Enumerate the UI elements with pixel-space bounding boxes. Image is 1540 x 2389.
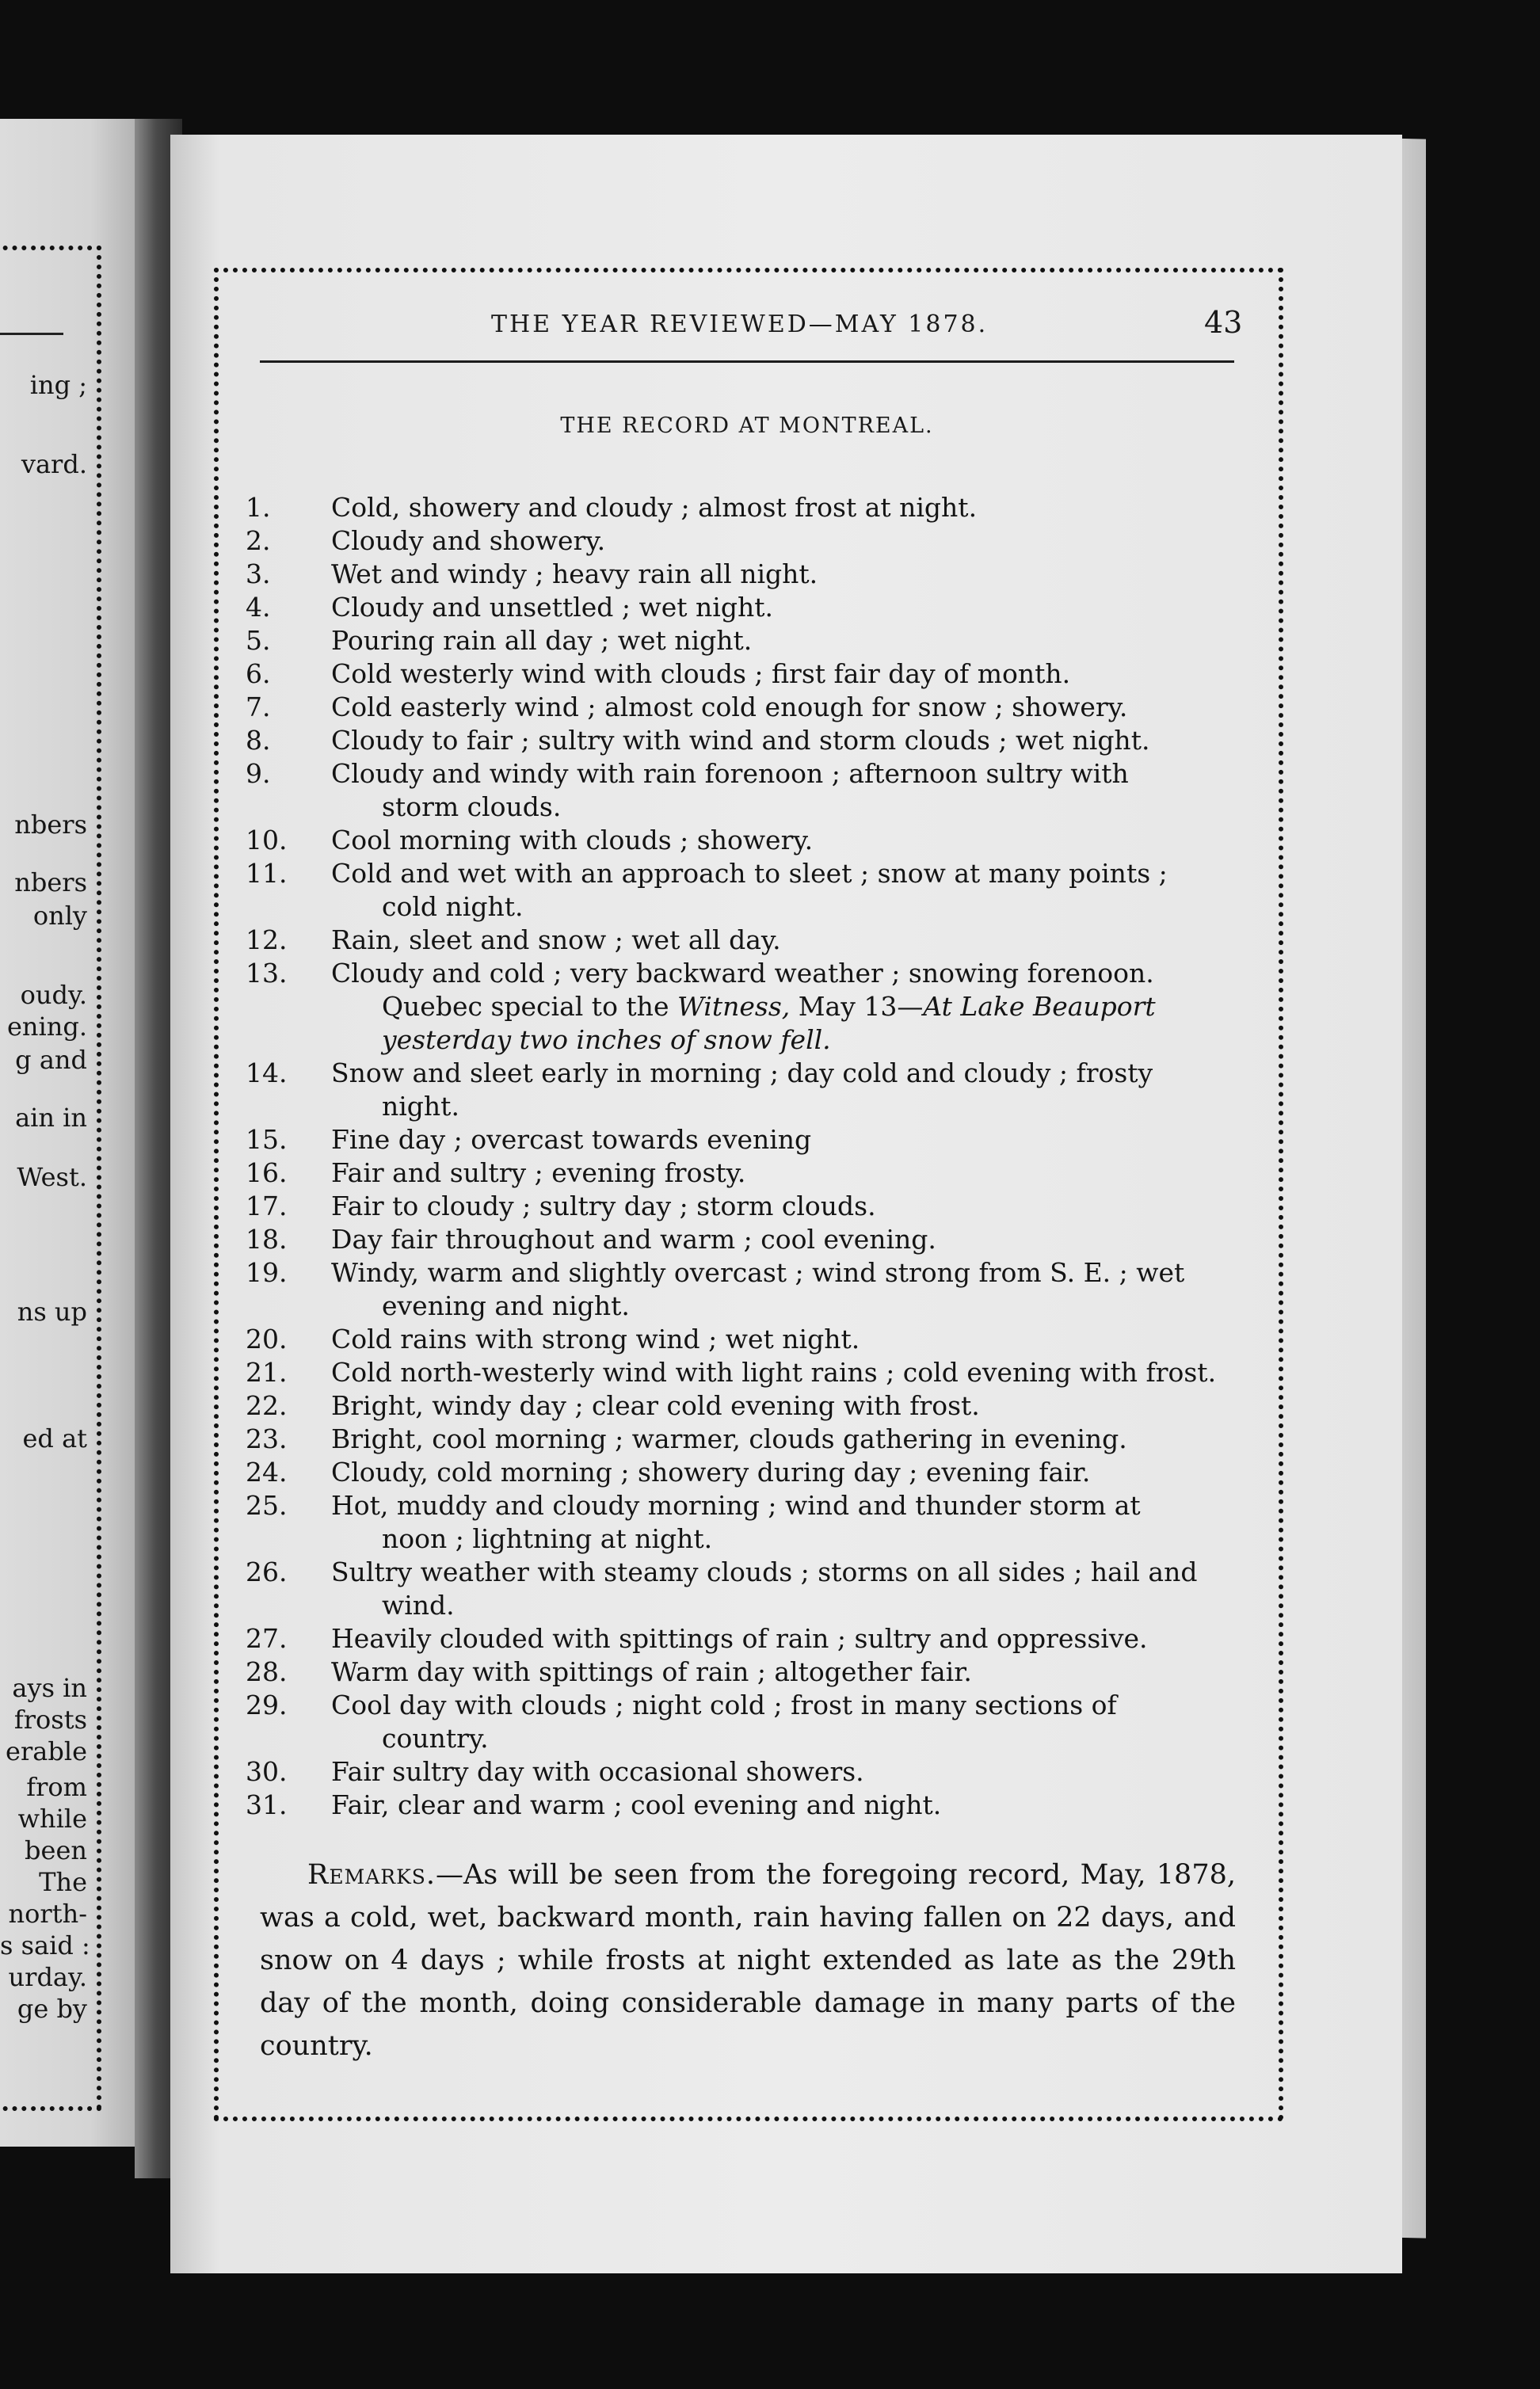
- record-entry: [246, 857, 1244, 924]
- entry-number: 29.: [246, 1690, 288, 1720]
- record-entry: [246, 824, 1244, 857]
- entry-number: 25.: [246, 1490, 288, 1521]
- entry-continuation: storm clouds.: [382, 791, 562, 822]
- left-page-line: ing ;: [29, 370, 87, 400]
- entry-number: 23.: [246, 1423, 288, 1454]
- entry-continuation: night.: [382, 1091, 459, 1122]
- page-number: 43: [1204, 305, 1243, 340]
- entry-number: 31.: [246, 1789, 288, 1820]
- record-entry: [246, 1656, 1244, 1689]
- record-entry: [246, 591, 1244, 624]
- left-page-line: nbers: [14, 810, 87, 840]
- entry-number: 2.: [246, 525, 271, 556]
- entry-number: 10.: [246, 825, 288, 855]
- entry-continuation: evening and night.: [382, 1290, 630, 1321]
- entry-text: Wet and windy ; heavy rain all night.: [331, 558, 818, 589]
- entry-number: 28.: [246, 1656, 288, 1687]
- entry-text: Fair to cloudy ; sultry day ; storm clouds.: [331, 1191, 876, 1221]
- entry-number: 15.: [246, 1124, 288, 1155]
- record-entry: [246, 1057, 1244, 1123]
- entry-number: 1.: [246, 492, 271, 523]
- left-page-line: ain in: [15, 1103, 87, 1133]
- record-entry: [246, 1789, 1244, 1822]
- record-entry: [246, 1323, 1244, 1356]
- record-entry: [246, 1689, 1244, 1755]
- entry-text: Rain, sleet and snow ; wet all day.: [331, 924, 781, 955]
- entry-number: 4.: [246, 592, 271, 623]
- left-page-line: nbers: [14, 867, 87, 897]
- left-page-line: ns up: [17, 1297, 87, 1327]
- section-title: THE RECORD AT MONTREAL.: [560, 413, 934, 438]
- entry-number: 6.: [246, 658, 271, 689]
- entry-number: 17.: [246, 1191, 288, 1221]
- left-page-line: while: [17, 1804, 87, 1834]
- entry-quotation-continued: yesterday two inches of snow fell.: [382, 1024, 831, 1055]
- entry-continuation: cold night.: [382, 891, 524, 922]
- entry-number: 13.: [246, 958, 288, 989]
- entry-text: Cold, showery and cloudy ; almost frost at night.: [331, 492, 978, 523]
- left-page-line: urday.: [8, 1962, 87, 1992]
- left-page-line: g and: [15, 1045, 87, 1075]
- record-entry: [246, 1123, 1244, 1156]
- entry-text: Cloudy and unsettled ; wet night.: [331, 592, 773, 623]
- record-entry: [246, 1622, 1244, 1656]
- left-page-line: ays in: [12, 1673, 87, 1703]
- entry-text: Fine day ; overcast towards evening: [331, 1124, 812, 1155]
- record-entry: [246, 1190, 1244, 1223]
- entry-continuation: noon ; lightning at night.: [382, 1523, 713, 1554]
- entry-text: Cloudy to fair ; sultry with wind and storm clouds ; wet night.: [331, 725, 1150, 756]
- remarks-lead: Remarks.: [307, 1859, 436, 1891]
- entry-text: Fair sultry day with occasional showers.: [331, 1756, 864, 1787]
- record-entry: [246, 624, 1244, 657]
- left-page-line: been: [25, 1835, 87, 1865]
- entry-number: 22.: [246, 1390, 288, 1421]
- entry-number: 16.: [246, 1157, 288, 1188]
- entry-number: 27.: [246, 1623, 288, 1654]
- entry-text: Cold easterly wind ; almost cold enough for snow ; showery.: [331, 692, 1128, 722]
- entry-text: Cloudy, cold morning ; showery during day ; evening fair.: [331, 1457, 1091, 1488]
- remarks-text: —As will be seen from the foregoing record, May, 1878, was a cold, wet, backward month, rain having fallen on 22 days, and snow on 4 days ; while frosts at night extended as late as the 29th day of the month, doing considerable damage in many parts of the country.: [260, 1859, 1236, 2062]
- entry-number: 8.: [246, 725, 271, 756]
- entry-text: Pouring rain all day ; wet night.: [331, 625, 753, 656]
- entry-number: 26.: [246, 1556, 288, 1587]
- left-page-line: The: [39, 1867, 87, 1897]
- record-entry: [246, 691, 1244, 724]
- record-entry: [246, 1389, 1244, 1423]
- record-entry: [246, 1156, 1244, 1190]
- record-entry: [246, 924, 1244, 957]
- record-entry: [246, 1256, 1244, 1323]
- entry-text: Cold and wet with an approach to sleet ; snow at many points ;: [331, 858, 1168, 889]
- record-entry: [246, 1489, 1244, 1556]
- entry-text: Fair, clear and warm ; cool evening and night.: [331, 1789, 942, 1820]
- entry-text: Snow and sleet early in morning ; day cold and cloudy ; frosty: [331, 1057, 1153, 1088]
- running-head: THE YEAR REVIEWED—MAY 1878.: [491, 311, 989, 338]
- record-entry: [246, 1755, 1244, 1789]
- entry-text: Warm day with spittings of rain ; altogether fair.: [331, 1656, 972, 1687]
- entry-text: Cool day with clouds ; night cold ; frost in many sections of: [331, 1690, 1117, 1720]
- record-entry: [246, 757, 1244, 824]
- entry-number: 18.: [246, 1224, 288, 1255]
- left-page-line: ed at: [22, 1423, 87, 1454]
- entry-number: 21.: [246, 1357, 288, 1388]
- left-page-line: oudy.: [20, 980, 87, 1010]
- record-entry: [246, 1223, 1244, 1256]
- left-page-rule: [0, 333, 63, 335]
- entry-number: 9.: [246, 758, 271, 789]
- record-entry: [246, 724, 1244, 757]
- entry-number: 3.: [246, 558, 271, 589]
- entry-text: Windy, warm and slightly overcast ; wind strong from S. E. ; wet: [331, 1257, 1185, 1288]
- entry-text: Hot, muddy and cloudy morning ; wind and thunder storm at: [331, 1490, 1141, 1521]
- entry-continuation: country.: [382, 1723, 489, 1754]
- remarks-paragraph: [260, 1854, 1236, 2067]
- left-page-line: ge by: [17, 1994, 87, 2024]
- entry-number: 19.: [246, 1257, 288, 1288]
- left-page-line: from: [26, 1772, 87, 1802]
- left-page-line: erable: [6, 1736, 87, 1766]
- record-entry: [246, 1356, 1244, 1389]
- left-page-line: north-: [8, 1899, 87, 1929]
- entry-number: 5.: [246, 625, 271, 656]
- record-entry: [246, 657, 1244, 691]
- record-entry: [246, 1423, 1244, 1456]
- entry-number: 7.: [246, 692, 271, 722]
- entry-number: 20.: [246, 1324, 288, 1355]
- entry-text: Fair and sultry ; evening frosty.: [331, 1157, 746, 1188]
- header-rule: [260, 360, 1234, 363]
- entry-text: Sultry weather with steamy clouds ; storms on all sides ; hail and: [331, 1556, 1198, 1587]
- left-page-line: ening.: [6, 1012, 87, 1042]
- entry-text: Day fair throughout and warm ; cool evening.: [331, 1224, 936, 1255]
- entry-quotation: Quebec special to the Witness, May 13—At Lake Beauport: [382, 991, 1156, 1022]
- left-page-line: West.: [17, 1162, 87, 1192]
- entry-text: Heavily clouded with spittings of rain ; sultry and oppressive.: [331, 1623, 1148, 1654]
- left-page-line: only: [32, 901, 87, 931]
- record-entry: [246, 1556, 1244, 1622]
- entry-text: Cloudy and showery.: [331, 525, 606, 556]
- entry-text: Cold westerly wind with clouds ; first fair day of month.: [331, 658, 1071, 689]
- entry-text: Cloudy and windy with rain forenoon ; afternoon sultry with: [331, 758, 1129, 789]
- record-entry: [246, 524, 1244, 558]
- entry-text: Cloudy and cold ; very backward weather ; snowing forenoon.: [331, 958, 1154, 989]
- entry-number: 11.: [246, 858, 288, 889]
- record-entry: [246, 558, 1244, 591]
- record-entry: [246, 1456, 1244, 1489]
- left-page-line: s said :: [0, 1930, 90, 1960]
- record-entry: [246, 957, 1244, 1057]
- entry-number: 30.: [246, 1756, 288, 1787]
- entry-text: Bright, windy day ; clear cold evening with frost.: [331, 1390, 980, 1421]
- record-entry: [246, 491, 1244, 524]
- entry-continuation: wind.: [382, 1590, 455, 1621]
- left-page-line: frosts: [13, 1705, 87, 1735]
- entry-number: 14.: [246, 1057, 288, 1088]
- entry-text: Cold north-westerly wind with light rains ; cold evening with frost.: [331, 1357, 1217, 1388]
- entry-text: Cold rains with strong wind ; wet night.: [331, 1324, 860, 1355]
- entry-number: 12.: [246, 924, 288, 955]
- entry-text: Cool morning with clouds ; showery.: [331, 825, 814, 855]
- entry-number: 24.: [246, 1457, 288, 1488]
- entry-text: Bright, cool morning ; warmer, clouds gathering in evening.: [331, 1423, 1127, 1454]
- left-page-line: vard.: [21, 449, 87, 479]
- weather-record-list: [246, 491, 1244, 1822]
